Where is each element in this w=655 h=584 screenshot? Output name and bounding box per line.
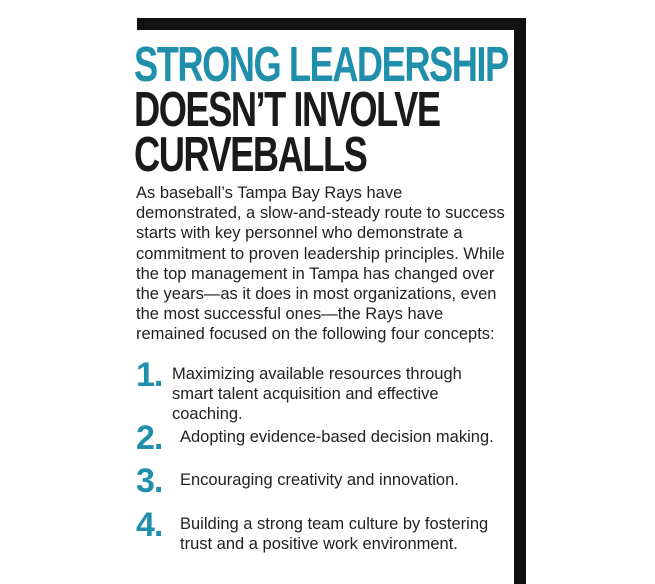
concept-number-1: 1. bbox=[136, 356, 163, 394]
concept-text-1: Maximizing available resources through smart talent acquisition and effective coaching. bbox=[172, 365, 462, 424]
headline-line-2: DOESN’T INVOLVE bbox=[134, 83, 440, 137]
concept-number-2: 2. bbox=[136, 419, 163, 457]
frame-top-border bbox=[137, 18, 526, 30]
headline-line-3: CURVEBALLS bbox=[134, 128, 367, 182]
concept-item-2 bbox=[136, 419, 506, 457]
concept-item-1 bbox=[136, 356, 506, 425]
concept-item-3 bbox=[136, 462, 506, 500]
headline bbox=[134, 38, 508, 182]
concept-text-3: Encouraging creativity and innovation. bbox=[180, 471, 459, 489]
headline-line-1: STRONG LEADERSHIP bbox=[134, 38, 508, 92]
concept-text-4: Building a strong team culture by fostering trust and a positive work environment. bbox=[180, 515, 489, 554]
intro-paragraph: As baseball’s Tampa Bay Rays have demonstrated, a slow-and-steady route to success starts with key personnel who demonstrate a commitment to proven leadership principles. While the top management in Tampa has changed over the years—as it does in most organizations, even the most successful ones—the Rays have remained focused on the following four concepts: bbox=[136, 184, 505, 344]
concept-text-2: Adopting evidence-based decision making. bbox=[180, 428, 494, 446]
concept-number-4: 4. bbox=[136, 506, 163, 544]
concept-number-3: 3. bbox=[136, 462, 163, 500]
frame-right-border bbox=[514, 18, 526, 584]
concept-item-4 bbox=[136, 506, 506, 554]
